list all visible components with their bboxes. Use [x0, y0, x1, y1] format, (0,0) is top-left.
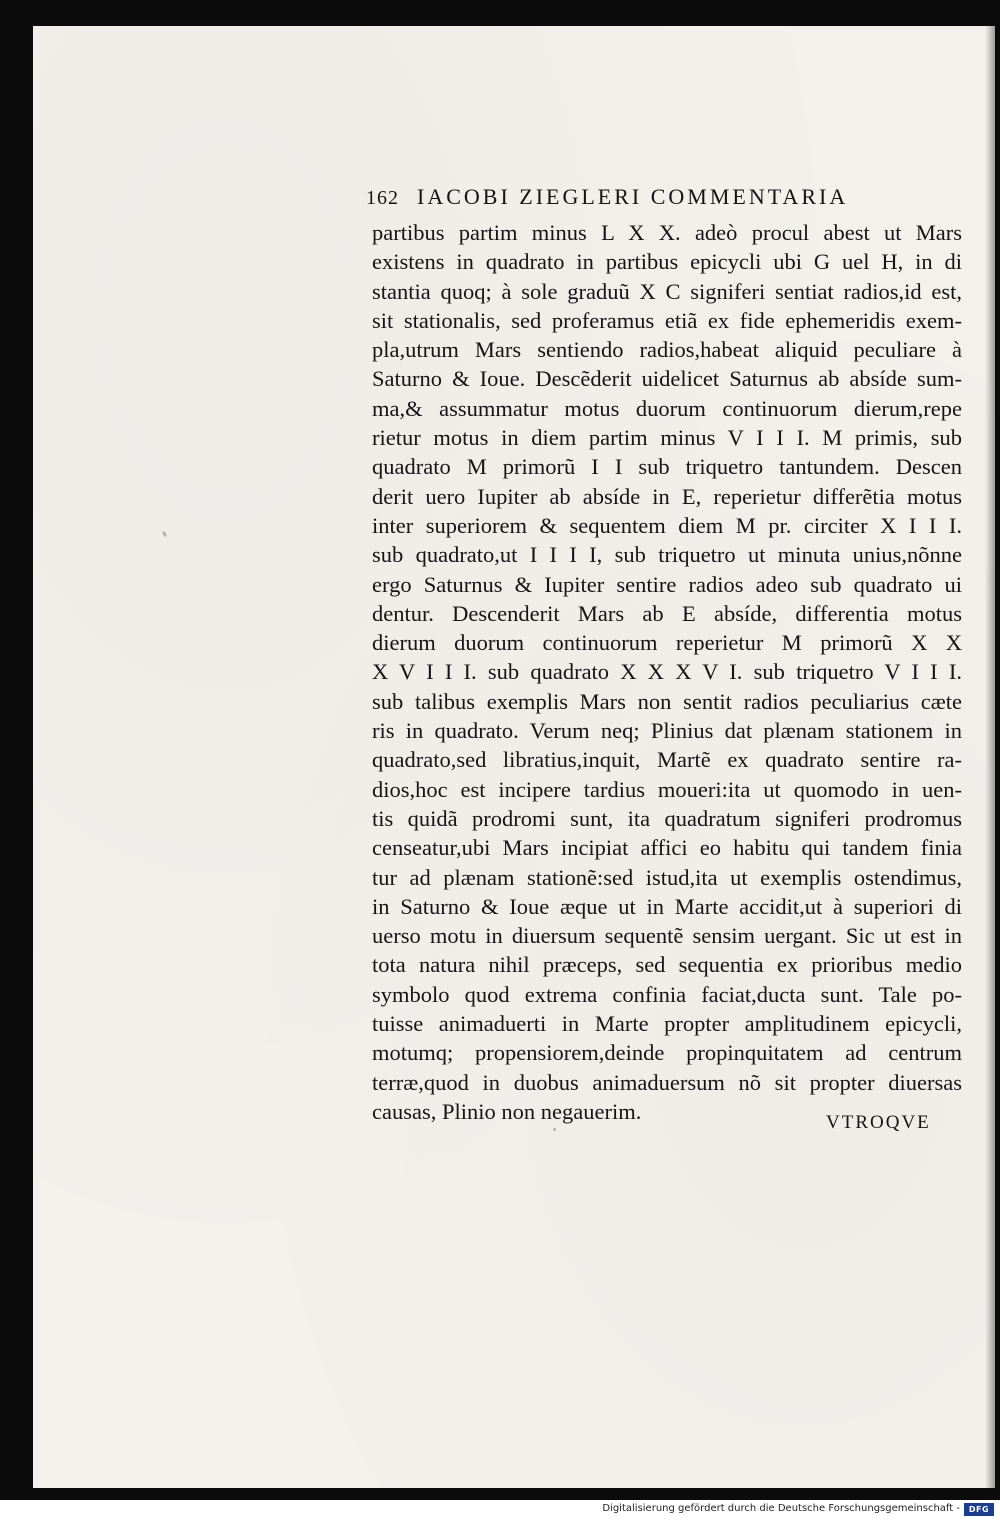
text-line: stantia quoq; à sole graduũ X C signiferi sentiat radios,id est,: [372, 278, 962, 304]
text-line: causas, Plinio non negauerim.: [372, 1098, 642, 1124]
text-line: dentur. Descenderit Mars ab E absíde, differentia motus: [372, 600, 962, 626]
text-line: tota natura nihil præceps, sed sequentia ex prioribus medio: [372, 952, 962, 978]
text-line: symbolo quod extrema confinia faciat,ducta sunt. Tale po-: [372, 981, 962, 1007]
paper-speck: [553, 1128, 556, 1131]
text-line: tuisse animaduerti in Marte propter amplitudinem epicycli,: [372, 1011, 962, 1037]
text-line: dierum duorum continuorum reperietur M primorũ X X: [372, 630, 962, 656]
main-text-block: [372, 218, 962, 1126]
text-line: in Saturno & Ioue æque ut in Marte accidit,ut à superiori di: [372, 893, 962, 919]
text-line: rietur motus in diem partim minus V I I I. M primis, sub: [372, 425, 962, 451]
text-line: quadrato,sed libratius,inquit, Martẽ ex quadrato sentire ra-: [372, 747, 962, 773]
text-line: uerso motu in diuersum sequentẽ sensim uergant. Sic ut est in: [372, 923, 962, 949]
text-line: pla,utrum Mars sentiendo radios,habeat aliquid peculiare à: [372, 337, 962, 363]
text-line: sub talibus exemplis Mars non sentit radios peculiarius cæte: [372, 688, 962, 714]
catchword: VTROQVE: [826, 1112, 931, 1133]
dfg-logo: DFG: [964, 1503, 994, 1516]
text-line: dios,hoc est incipere tardius moueri:ita ut quomodo in uen-: [372, 776, 962, 802]
text-line: Saturno & Ioue. Descẽderit uidelicet Saturnus ab absíde sum-: [372, 366, 962, 392]
running-head: [366, 184, 946, 214]
text-line: tur ad plænam stationẽ:sed istud,ita ut exemplis ostendimus,: [372, 864, 962, 890]
paper-speck: [162, 531, 168, 538]
text-line: ris in quadrato. Verum neq; Plinius dat plænam stationem in: [372, 718, 962, 744]
text-line: censeatur,ubi Mars incipiat affici eo habitu qui tandem finia: [372, 835, 962, 861]
text-line: terræ,quod in duobus animaduersum nõ sit propter diuersas: [372, 1069, 962, 1095]
text-line: derit uero Iupiter ab absíde in E, reperietur differẽtia motus: [372, 483, 962, 509]
footer-bar: [0, 1500, 1000, 1520]
text-line: tis quidã prodromi sunt, ita quadratum signiferi prodromus: [372, 805, 962, 831]
text-line: ma,& assummatur motus duorum continuorum dierum,repe: [372, 395, 962, 421]
text-line: sub quadrato,ut I I I I, sub triquetro ut minuta unius,nõnne: [372, 542, 962, 568]
page-edge-shadow: [985, 26, 995, 1488]
text-line: partibus partim minus L X X. adeò procul abest ut Mars: [372, 220, 962, 245]
funding-credit: Digitalisierung gefördert durch die Deutsche Forschungsgemeinschaft -: [602, 1503, 960, 1514]
text-line: sit stationalis, sed proferamus etiã ex fide ephemeridis exem-: [372, 307, 962, 333]
text-line: motumq; propensiorem,deinde propinquitatem ad centrum: [372, 1040, 962, 1066]
running-title: IACOBI ZIEGLERI COMMENTARIA: [417, 184, 849, 209]
text-line: ergo Saturnus & Iupiter sentire radios adeo sub quadrato ui: [372, 571, 962, 597]
text-line: inter superiorem & sequentem diem M pr. circiter X I I I.: [372, 512, 962, 538]
text-line: existens in quadrato in partibus epicycli ubi G uel H, in di: [372, 249, 962, 275]
text-line: quadrato M primorũ I I sub triquetro tantundem. Descen: [372, 454, 962, 480]
text-line: X V I I I. sub quadrato X X X V I. sub triquetro V I I I.: [372, 659, 962, 685]
page-number: 162: [366, 187, 399, 209]
